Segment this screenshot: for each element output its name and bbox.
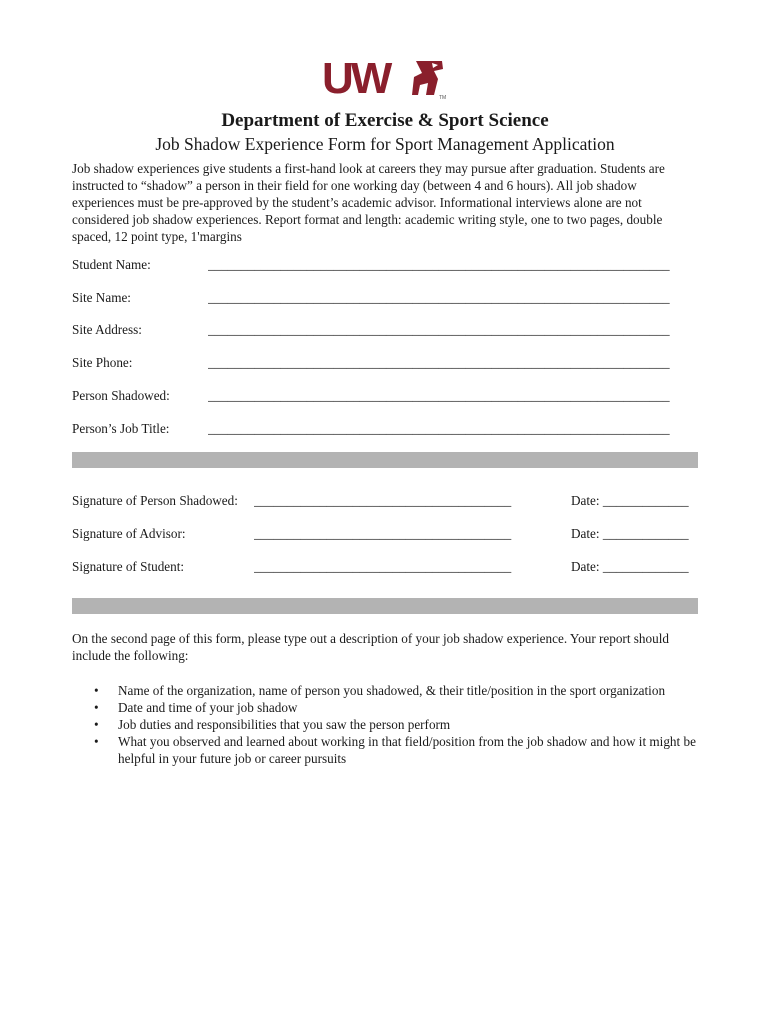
warhawk-emblem — [412, 61, 443, 95]
page-title: Department of Exercise & Sport Science — [221, 110, 549, 131]
student-name-label: Student Name: — [72, 257, 151, 272]
instructions-paragraph: On the second page of this form, please type out a description of your job shadow experience. Your report should include the following: — [72, 631, 669, 663]
bullet-icon: • — [94, 734, 99, 749]
uw-logo — [322, 55, 448, 101]
person-shadowed-label: Person Shadowed: — [72, 388, 170, 403]
report-requirements-list — [72, 682, 702, 767]
site-address-label: Site Address: — [72, 322, 142, 337]
date-person-shadowed-field[interactable]: Date: _____________ — [571, 493, 689, 508]
signature-student-field[interactable]: _______________________________________ — [254, 559, 512, 574]
trademark-mark: TM — [439, 95, 447, 101]
site-name-field[interactable]: ______________________________________________________________________ — [208, 290, 670, 305]
signature-person-shadowed-label: Signature of Person Shadowed: — [72, 493, 238, 508]
job-title-label: Person’s Job Title: — [72, 421, 170, 436]
site-phone-label: Site Phone: — [72, 355, 133, 370]
site-address-field[interactable]: ______________________________________________________________________ — [208, 322, 670, 337]
divider-bar — [72, 598, 698, 614]
signature-advisor-label: Signature of Advisor: — [72, 526, 186, 541]
date-student-field[interactable]: Date: _____________ — [571, 559, 689, 574]
bullet-icon: • — [94, 717, 99, 732]
bullet-icon: • — [94, 683, 99, 698]
intro-paragraph: Job shadow experiences give students a first-hand look at careers they may pursue after graduation. Students are instructed to “shadow” a person in their field for one working day (between 4 and 6 hours). All job shadow experiences must be pre-approved by the student’s academic advisor. Informational interviews alone are not considered job shadow experiences. Report format and length: academic writing style, one to two pages, double spaced, 12 point type, 1'margins — [72, 161, 665, 244]
signature-advisor-field[interactable]: _______________________________________ — [254, 526, 512, 541]
list-item: • Date and time of your job shadow — [94, 700, 298, 715]
job-title-field[interactable]: ______________________________________________________________________ — [208, 421, 670, 436]
date-advisor-field[interactable]: Date: _____________ — [571, 526, 689, 541]
signature-student-label: Signature of Student: — [72, 559, 185, 574]
bullet-icon: • — [94, 700, 99, 715]
divider-bar — [72, 452, 698, 468]
list-item: • Job duties and responsibilities that you saw the person perform — [94, 717, 451, 732]
page-subtitle: Job Shadow Experience Form for Sport Management Application — [155, 134, 615, 154]
logo-text: UW — [322, 55, 390, 101]
signature-person-shadowed-field[interactable]: _______________________________________ — [254, 493, 512, 508]
site-phone-field[interactable]: ______________________________________________________________________ — [208, 355, 670, 370]
person-shadowed-field[interactable]: ______________________________________________________________________ — [208, 388, 670, 403]
list-item: • What you observed and learned about working in that field/position from the job shadow and how it might be helpful in your future job or career pursuits — [94, 734, 696, 766]
site-name-label: Site Name: — [72, 290, 131, 305]
list-item: • Name of the organization, name of person you shadowed, & their title/position in the sport organization — [94, 683, 666, 698]
student-name-field[interactable]: ______________________________________________________________________ — [208, 257, 670, 272]
